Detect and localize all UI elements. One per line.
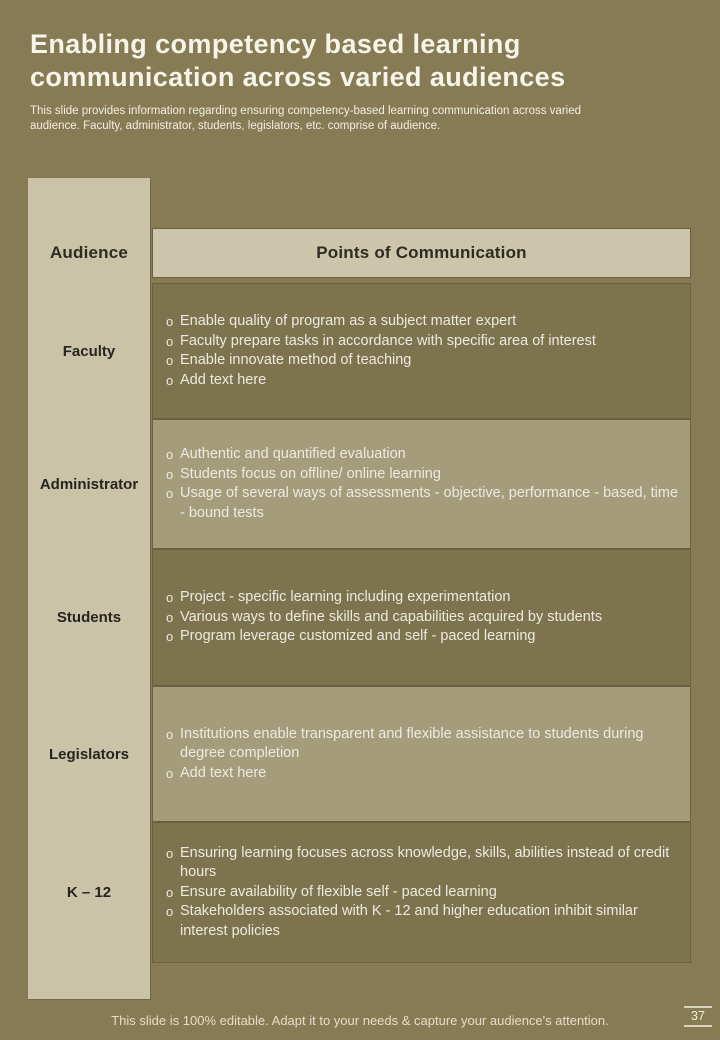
points-cell-k12 bbox=[152, 822, 691, 963]
audience-label-k12: K – 12 bbox=[66, 884, 112, 901]
editable-footer-note: This slide is 100% editable. Adapt it to your needs & capture your audience's attention. bbox=[111, 1013, 609, 1028]
points-of-communication-header: Points of Communication bbox=[152, 228, 691, 278]
bullet-item bbox=[159, 445, 680, 465]
bullet-marker-icon: o bbox=[166, 486, 174, 501]
bullet-marker-icon: o bbox=[166, 590, 174, 606]
bullet-text: Various ways to define skills and capabilities acquired by students bbox=[180, 608, 603, 625]
bullet-text: Ensuring learning focuses across knowledge, skills, abilities instead of credit hours bbox=[180, 844, 670, 881]
bullet-text: Students focus on offline/ online learning bbox=[180, 465, 441, 482]
bullet-text: Program leverage customized and self - paced learning bbox=[180, 628, 536, 645]
bullet-item bbox=[159, 312, 680, 332]
audience-column-header: Audience bbox=[49, 243, 129, 262]
audience-label-legislators: Legislators bbox=[48, 745, 130, 763]
bullet-marker-icon: o bbox=[166, 447, 174, 462]
bullet-item bbox=[159, 725, 680, 764]
points-cell-faculty bbox=[152, 283, 691, 419]
bullet-marker-icon: o bbox=[166, 765, 174, 781]
audience-label-faculty: Faculty bbox=[62, 342, 116, 360]
bullet-marker-icon: o bbox=[166, 372, 174, 388]
bullet-text: Enable quality of program as a subject matter expert bbox=[180, 313, 517, 329]
bullet-marker-icon: o bbox=[166, 609, 174, 625]
bullet-item bbox=[159, 351, 680, 371]
page-title-line-1: Enabling competency based learning bbox=[30, 29, 521, 59]
bullet-item bbox=[159, 484, 680, 523]
bullet-item bbox=[159, 627, 680, 647]
points-cell-students bbox=[152, 549, 691, 686]
bullet-marker-icon: o bbox=[166, 904, 174, 920]
bullet-item bbox=[159, 608, 680, 628]
bullet-text: Usage of several ways of assessments - objective, performance - based, time - bound tests bbox=[180, 485, 679, 521]
bullet-text: Add text here bbox=[180, 764, 267, 781]
slide-subtitle: This slide provides information regarding ensuring competency-based learning communication across varied audience. Faculty, administrator, students, legislators, etc. comprise of audience. bbox=[30, 105, 582, 132]
bullet-text: Authentic and quantified evaluation bbox=[180, 446, 406, 462]
points-cell-administrator bbox=[152, 419, 691, 549]
bullet-text: Faculty prepare tasks in accordance with specific area of interest bbox=[180, 332, 596, 349]
points-cell-legislators bbox=[152, 686, 691, 822]
bullet-item bbox=[159, 844, 680, 883]
bullet-item bbox=[159, 764, 680, 784]
page-number: 37 bbox=[684, 1006, 712, 1027]
bullet-text: Institutions enable transparent and flexible assistance to students during degree completion bbox=[180, 725, 644, 762]
bullet-marker-icon: o bbox=[166, 726, 174, 742]
bullet-text: Stakeholders associated with K - 12 and higher education inhibit similar interest policies bbox=[180, 903, 638, 939]
bullet-text: Project - specific learning including experimentation bbox=[180, 589, 511, 606]
bullet-item bbox=[159, 883, 680, 903]
bullet-marker-icon: o bbox=[166, 353, 174, 368]
bullet-item bbox=[159, 902, 680, 941]
audience-label-students: Students bbox=[56, 609, 122, 626]
page-title bbox=[30, 28, 702, 94]
bullet-text: Ensure availability of flexible self - paced learning bbox=[180, 883, 497, 900]
page-title-line-2: communication across varied audiences bbox=[30, 62, 566, 92]
bullet-item bbox=[159, 332, 680, 352]
bullet-text: Add text here bbox=[180, 371, 267, 388]
bullet-text: Enable innovate method of teaching bbox=[180, 352, 412, 368]
bullet-marker-icon: o bbox=[166, 884, 174, 900]
bullet-item bbox=[159, 465, 680, 485]
bullet-marker-icon: o bbox=[166, 845, 174, 861]
bullet-item bbox=[159, 588, 680, 608]
audience-label-administrator: Administrator bbox=[39, 475, 139, 493]
bullet-marker-icon: o bbox=[166, 466, 174, 482]
bullet-marker-icon: o bbox=[166, 629, 174, 645]
bullet-item bbox=[159, 371, 680, 391]
bullet-marker-icon: o bbox=[166, 333, 174, 349]
bullet-marker-icon: o bbox=[166, 314, 174, 329]
